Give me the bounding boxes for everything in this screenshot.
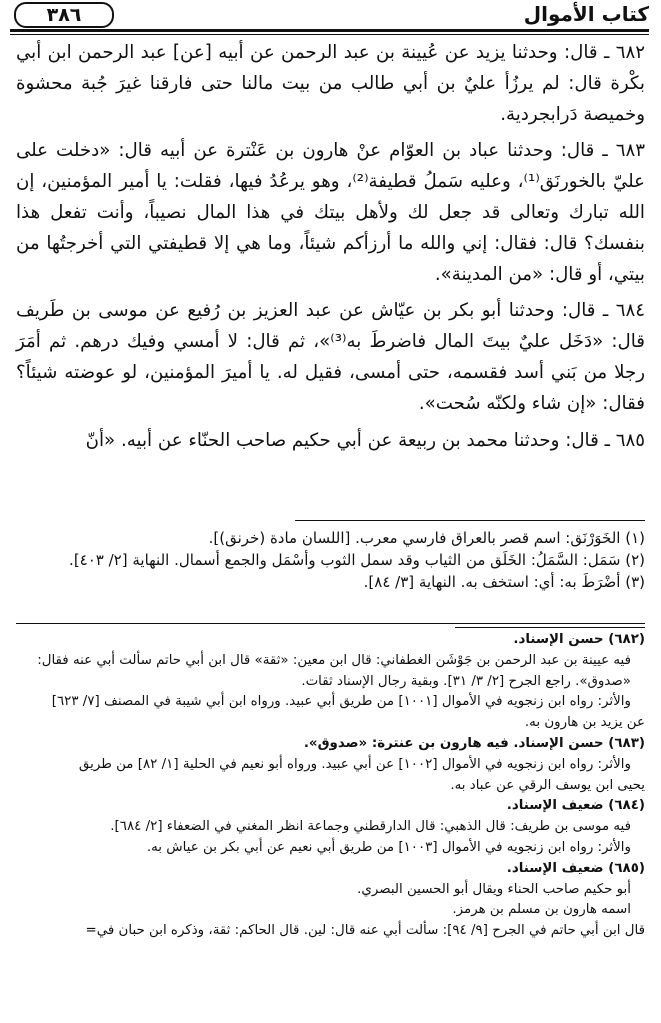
takhrij-line: أبو حكيم صاحب الحناء ويقال أبو الحسين البصري. (357, 881, 631, 897)
takhrij-line: اسمه هارون بن مسلم بن هرمز. (452, 902, 631, 918)
takhrij-separator-short (455, 627, 645, 628)
takhrij-separator (16, 623, 645, 624)
takhrij-line: قال ابن أبي حاتم في الجرح [٩/ ٩٤]: سألت أبي عنه قال: لين. قال الحاكم: ثقة، وذكره ابن حبان في= (85, 923, 645, 939)
takhrij-line: «صدوق». راجع الجرح [٢/ ٣/ ٣١]. وبقية رجال الإسناد ثقات. (301, 673, 631, 689)
footnote-3: (٣) أضْرَطَ به: أي: استخف به. النهاية [٣/ ٨٤]. (363, 573, 645, 591)
takhrij-line: والأثر: رواه ابن زنجويه في الأموال [١٠٠٣] من طريق أبي نعيم عن أبي بكر بن عياش به. (146, 839, 631, 855)
book-title: كتاب الأموال (523, 2, 649, 26)
takhrij-line: (٦٨٢) حسن الإسناد. (513, 632, 645, 647)
hadith-685: ٦٨٥ ـ قال: وحدثنا محمد بن ربيعة عن أبي حكيم صاحب الحنّاء عن أبيه. «أنّ (85, 429, 645, 451)
footnote-1: (١) الخَوَرْنَق: اسم قصر بالعراق فارسي معرب. [اللسان مادة (خرنق)]. (208, 529, 645, 547)
takhrij-line: يحيى ابن يوسف الرقي عن عباد به. (450, 777, 645, 793)
takhrij-line: (٦٨٣) حسن الإسناد. فيه هارون بن عنترة: «صدوق». (303, 735, 645, 751)
takhrij-line: والأثر: رواه ابن زنجويه في الأموال [١٠٠٢] عن أبي عبيد. ورواه أبو نعيم في الحلية [١/ ٨٢] من طريق (78, 756, 631, 772)
hadith-683: ٦٨٣ ـ قال: وحدثنا عباد بن العوّام عنْ هارون بن عَنْترة عن أبيه قال: «دخلت على عليّ بالخورنَق⁽¹⁾، وعليه سَملُ قطيفة⁽²⁾، وهو يرعُدُ فيها، فقلت: يا أمير المؤمنين، إن الله تبارك وتعالى قد جعل لك ولأهل بيتك في هذا المال نصيباً، وأنت تفعل هذا بنفسك؟ قال: فقال: إني والله ما أرزأكم شيئاً، وما هي إلا قطيفتي التي أخرجتُها من بيتي، أو قال: «من المدينة». (16, 140, 645, 285)
page-number: ٣٨٦ (14, 2, 114, 28)
header-rule (10, 29, 649, 32)
main-text (16, 38, 645, 462)
takhrij-line: (٦٨٤) ضعيف الإسناد. (506, 798, 645, 814)
header-rule-thin (10, 34, 649, 35)
takhrij-line: فيه عيينة بن عبد الرحمن بن جَوْشَن الغطفاني: قال ابن معين: «ثقة» قال ابن أبي حاتم سألت أبي عنه فقال: (37, 652, 631, 668)
footnote-separator (295, 520, 645, 521)
page-header (10, 2, 649, 28)
hadith-682: ٦٨٢ ـ قال: وحدثنا يزيد عن عُيينة بن عبد الرحمن عن أبيه [عن] عبد الرحمن ابن أبي بكْرة قال: لم يرزُأ عليٌ بن أبي طالب من بيت مالنا حتى فارقنا غيرَ جُبة محشوة وخميصة دَرابجردية. (16, 42, 645, 125)
takhrij-line: والأثر: رواه ابن زنجويه في الأموال [١٠٠١] من طريق أبي عبيد. ورواه ابن أبي شيبة في المصنف [٧/ ٦٢٣] (51, 694, 631, 710)
takhrij-notes (16, 630, 645, 942)
takhrij-line: عن يزيد بن هارون به. (524, 715, 645, 731)
footnotes (16, 527, 645, 593)
takhrij-line: (٦٨٥) ضعيف الإسناد. (506, 860, 645, 876)
takhrij-line: فيه موسى بن طريف: قال الذهبي: قال الدارقطني وجماعة انظر المغني في الضعفاء [٢/ ٦٨٤]. (110, 819, 631, 835)
footnote-2: (٢) سَمَل: السَّمَلُ: الخَلَق من الثياب وقد سمل الثوب وأسْمَل والجمع أسمال. النهاية [٢/ ٤٠٣]. (69, 551, 645, 569)
hadith-684: ٦٨٤ ـ قال: وحدثنا أبو بكر بن عيّاش عن عبد العزيز بن رُفيع عن موسى بن طَريف قال: «دَخَل عليٌ بيتَ المال فاضرطَ به⁽³⁾»، ثم قال: لا أمسي وفيك درهم. ثم أمَرَ رجلا من بَني أسد فقسمه، حتى أمسى، فقيل له. يا أميرَ المؤمنين، لو عوضته شيئاً؟ فقال: «إن شاء ولكنّه سُحت». (16, 300, 645, 414)
